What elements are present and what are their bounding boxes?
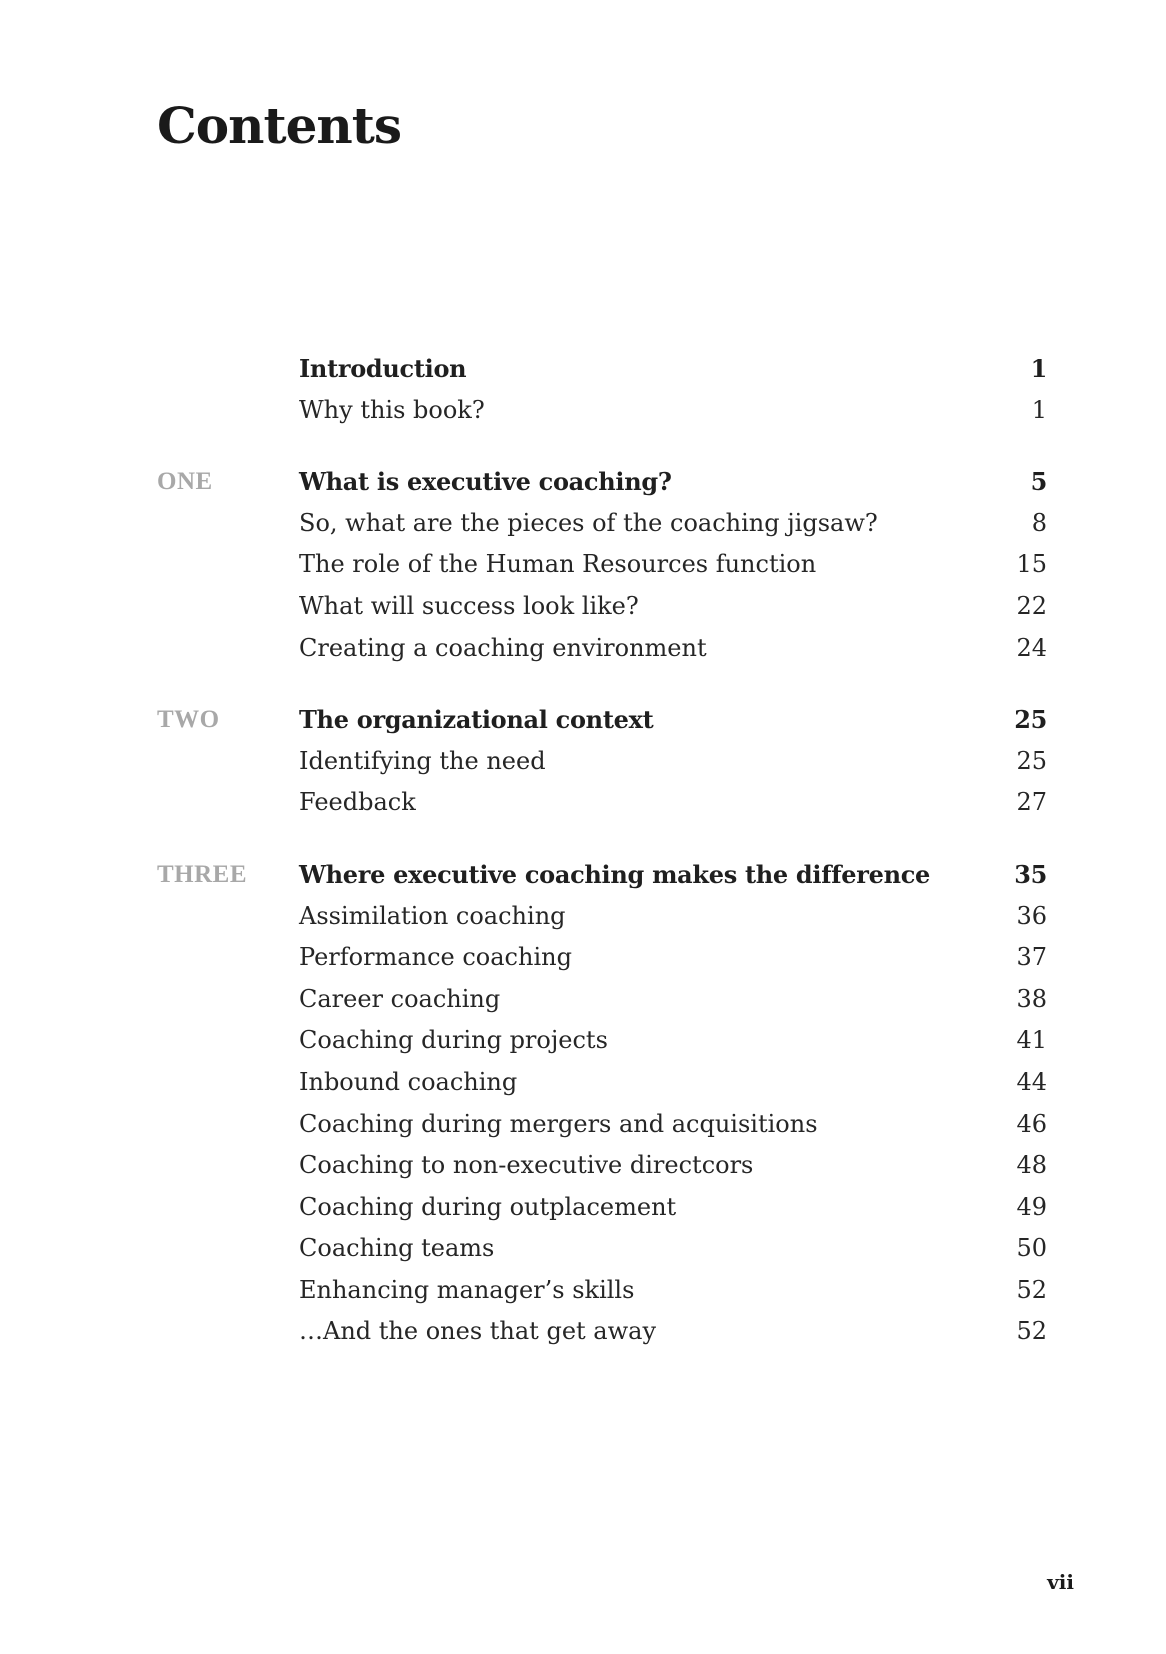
toc-entry[interactable]: [157, 782, 1047, 824]
toc-entry-title: Inbound coaching: [299, 1067, 518, 1096]
chapter-title: Where executive coaching makes the difference: [299, 859, 930, 889]
toc-section: [157, 854, 1047, 1353]
toc-chapter-heading[interactable]: [157, 699, 1047, 741]
toc-entry[interactable]: [157, 1020, 1047, 1062]
toc-entry-title: Performance coaching: [299, 943, 572, 972]
chapter-number: ONE: [157, 468, 213, 496]
toc-entry-title: The role of the Human Resources function: [299, 550, 817, 579]
toc-entry[interactable]: [157, 544, 1047, 586]
toc-section: [157, 699, 1047, 824]
toc-entry-title: Coaching during mergers and acquisitions: [299, 1109, 818, 1138]
page-number: vii: [1047, 1570, 1074, 1594]
page-title: Contents: [157, 96, 402, 155]
toc-entry-title: Coaching teams: [299, 1234, 495, 1263]
toc-entry-title: Career coaching: [299, 984, 501, 1013]
chapter-title: What is executive coaching?: [299, 467, 672, 497]
toc-entry-page-number: 15: [1016, 550, 1047, 579]
toc-chapter-heading[interactable]: [157, 348, 1047, 390]
toc-entry-title: Coaching to non-executive directcors: [299, 1151, 754, 1180]
toc-entry[interactable]: [157, 390, 1047, 432]
toc-entry-page-number: 25: [1016, 746, 1047, 775]
toc-entry-page-number: 46: [1016, 1109, 1047, 1138]
toc-entry-title: Creating a coaching environment: [299, 633, 707, 662]
chapter-title: The organizational context: [299, 705, 654, 735]
toc-entry-page-number: 52: [1016, 1317, 1047, 1346]
toc-chapter-heading[interactable]: [157, 461, 1047, 503]
chapter-page-number: 25: [1014, 705, 1047, 735]
toc-entry[interactable]: [157, 1145, 1047, 1187]
toc-entry-title: Identifying the need: [299, 746, 546, 775]
toc-entry-title: Assimilation coaching: [299, 901, 566, 930]
toc-entry-page-number: 22: [1016, 591, 1047, 620]
toc-entry-page-number: 8: [1031, 508, 1047, 537]
toc-entry[interactable]: [157, 937, 1047, 979]
toc-section: [157, 348, 1047, 431]
chapter-number: TWO: [157, 706, 220, 734]
toc-entry-page-number: 48: [1016, 1151, 1047, 1180]
table-of-contents: [157, 348, 1047, 1383]
toc-entry[interactable]: [157, 1062, 1047, 1104]
toc-entry-page-number: 36: [1016, 901, 1047, 930]
chapter-page-number: 35: [1014, 859, 1047, 889]
toc-entry[interactable]: [157, 1270, 1047, 1312]
toc-entry[interactable]: [157, 1228, 1047, 1270]
toc-entry-page-number: 38: [1016, 984, 1047, 1013]
toc-entry-title: Feedback: [299, 788, 416, 817]
chapter-title: Introduction: [299, 354, 467, 383]
toc-entry-page-number: 37: [1016, 943, 1047, 972]
toc-entry[interactable]: [157, 896, 1047, 938]
toc-entry-page-number: 50: [1016, 1234, 1047, 1263]
toc-entry[interactable]: [157, 1311, 1047, 1353]
toc-entry-page-number: 27: [1016, 788, 1047, 817]
toc-entry-page-number: 49: [1016, 1192, 1047, 1221]
toc-entry[interactable]: [157, 1187, 1047, 1229]
toc-chapter-heading[interactable]: [157, 854, 1047, 896]
toc-entry-page-number: 1: [1031, 395, 1047, 424]
toc-entry[interactable]: [157, 979, 1047, 1021]
toc-entry-page-number: 44: [1016, 1067, 1047, 1096]
toc-entry-title: Why this book?: [299, 395, 485, 424]
toc-entry[interactable]: [157, 503, 1047, 545]
toc-section: [157, 461, 1047, 669]
toc-entry[interactable]: [157, 628, 1047, 670]
toc-entry-title: Coaching during projects: [299, 1026, 608, 1055]
toc-entry-title: Enhancing manager’s skills: [299, 1275, 635, 1304]
chapter-number: THREE: [157, 860, 248, 888]
toc-entry-page-number: 24: [1016, 633, 1047, 662]
toc-entry-title: Coaching during outplacement: [299, 1192, 677, 1221]
toc-entry[interactable]: [157, 1104, 1047, 1146]
toc-entry-page-number: 41: [1016, 1026, 1047, 1055]
toc-entry-title: …And the ones that get away: [299, 1317, 657, 1346]
toc-entry-page-number: 52: [1016, 1275, 1047, 1304]
toc-entry[interactable]: [157, 586, 1047, 628]
chapter-page-number: 1: [1030, 354, 1047, 383]
toc-entry[interactable]: [157, 741, 1047, 783]
toc-entry-title: What will success look like?: [299, 591, 639, 620]
toc-entry-title: So, what are the pieces of the coaching jigsaw?: [299, 508, 878, 537]
chapter-page-number: 5: [1030, 467, 1047, 497]
